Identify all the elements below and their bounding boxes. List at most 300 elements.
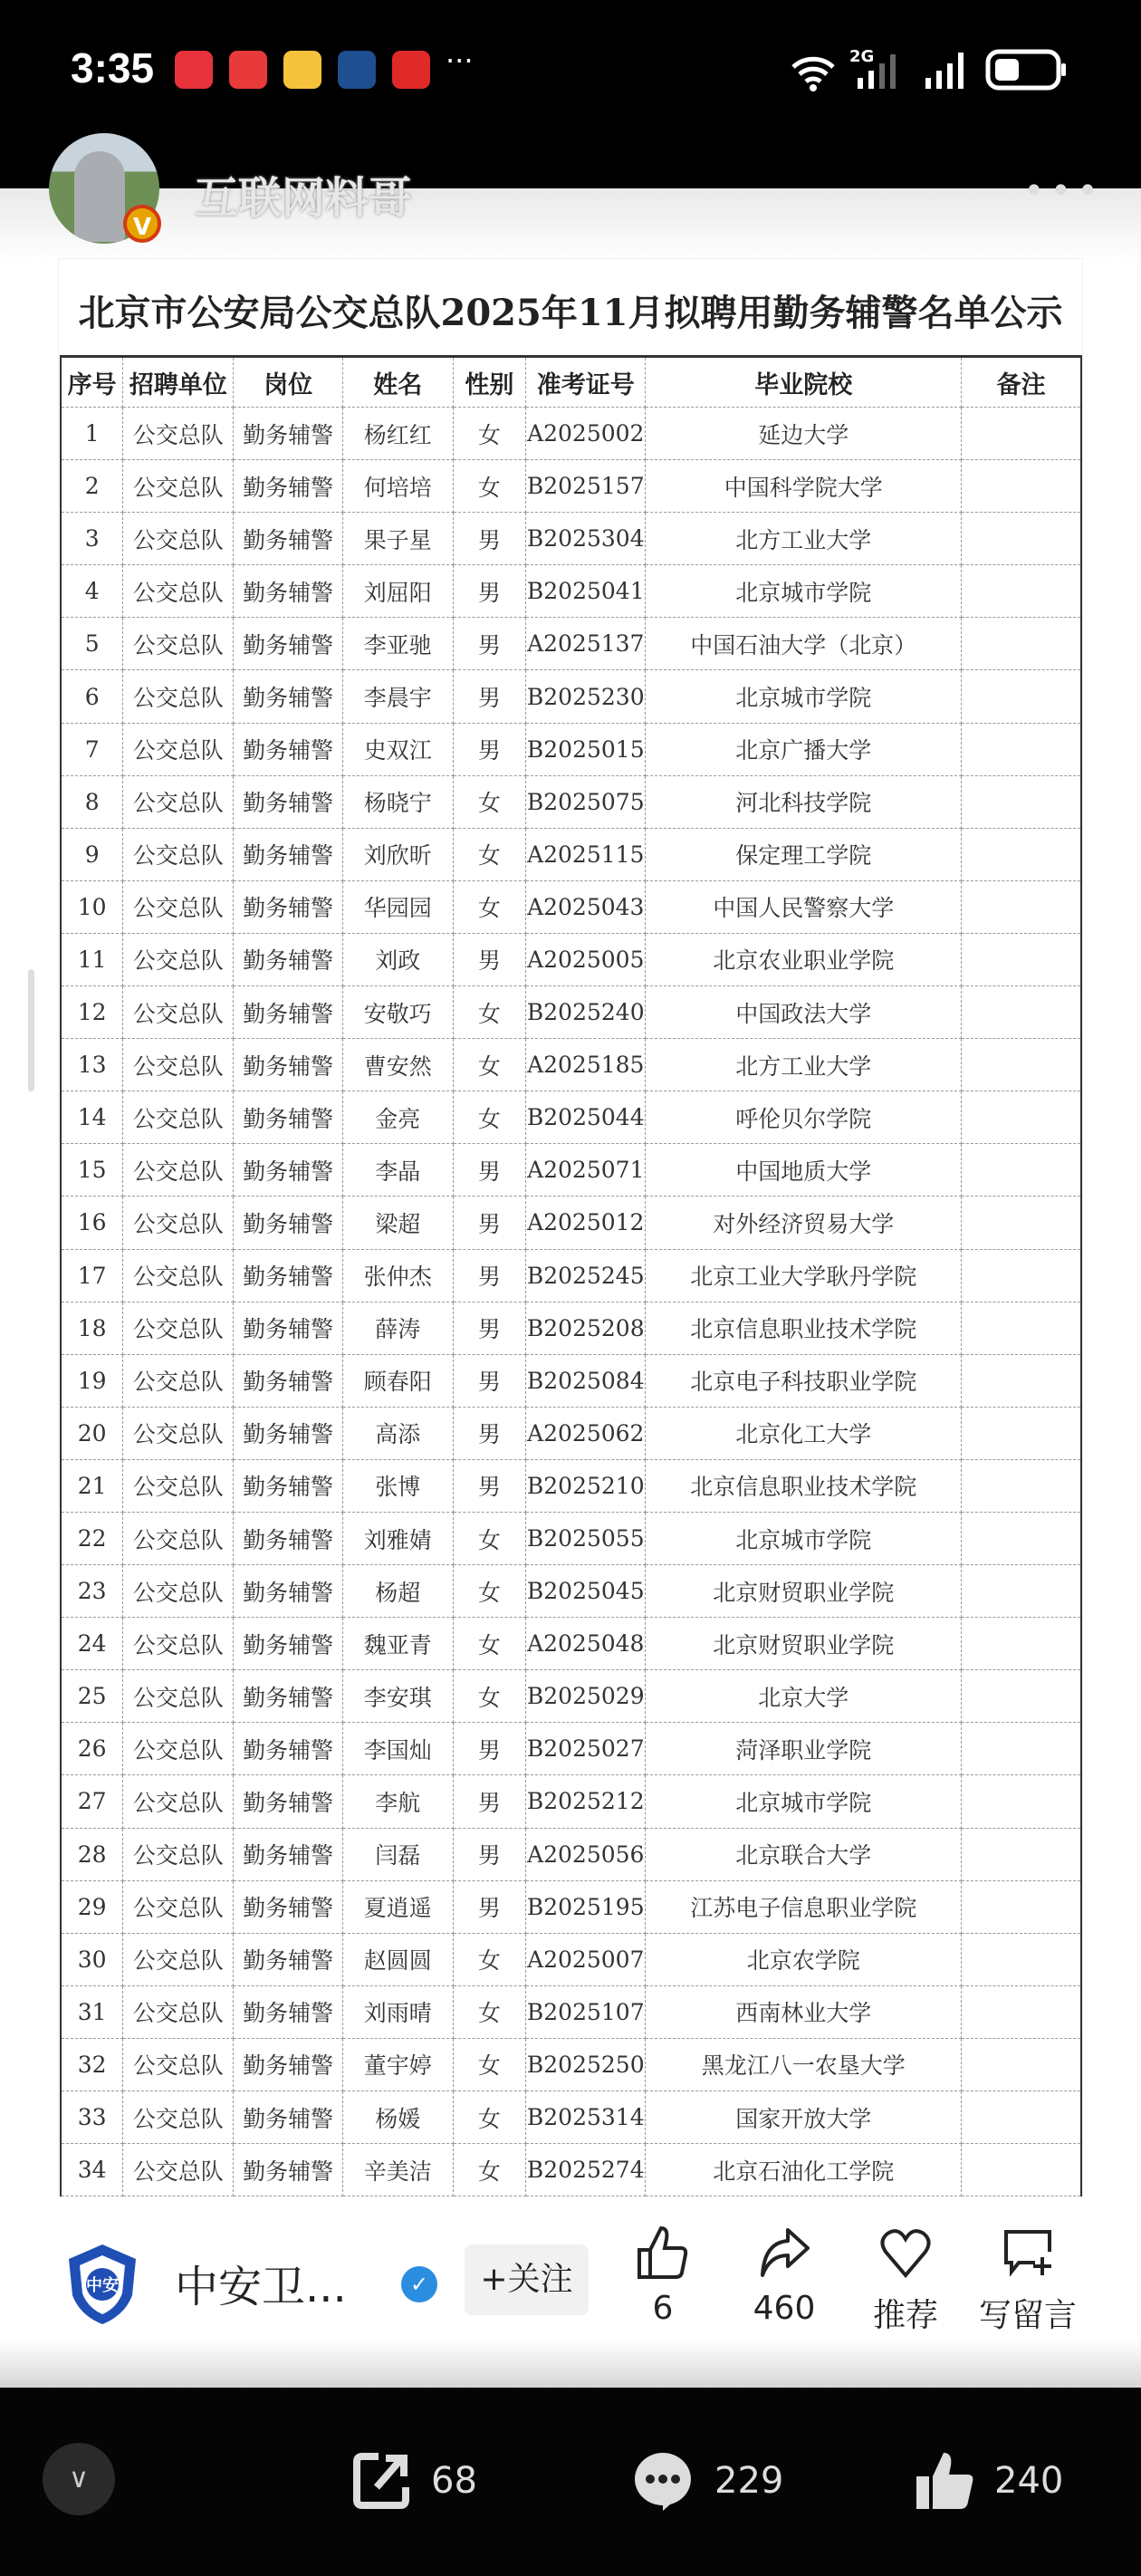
cell-exam-id: B2025250 [526,2038,646,2091]
cell-remark [962,1933,1081,1985]
cell-remark [962,1828,1081,1880]
cell-school: 北京财贸职业学院 [646,1618,962,1670]
cell-position: 勤务辅警 [234,1828,343,1880]
cell-name: 华园园 [343,880,454,933]
cell-name: 刘政 [343,933,454,985]
cell-unit: 公交总队 [123,513,234,565]
cell-gender: 女 [453,2091,526,2144]
table-row [61,2091,1081,2144]
cell-position: 勤务辅警 [234,1197,343,1249]
table-row [61,775,1081,828]
like-button[interactable] [609,2225,717,2327]
cell-exam-id: B2025157 [526,460,646,513]
cell-gender: 女 [453,828,526,880]
cell-remark [962,1302,1081,1354]
cell-remark [962,2038,1081,2091]
cell-gender: 男 [453,618,526,670]
cell-gender: 女 [453,775,526,828]
cell-index: 27 [61,1775,123,1828]
cell-unit: 公交总队 [123,723,234,775]
cell-name: 李国灿 [343,1723,454,1775]
cell-school: 呼伦贝尔学院 [646,1091,962,1144]
cell-school: 对外经济贸易大学 [646,1197,962,1249]
share-count: 460 [753,2290,816,2327]
comment-button[interactable] [631,2451,783,2511]
comment-bubble-icon [631,2449,695,2513]
cell-gender: 男 [453,1354,526,1407]
cell-name: 夏逍遥 [343,1880,454,1933]
cell-exam-id: B2025107 [526,1985,646,2038]
cell-school: 北京城市学院 [646,670,962,723]
table-row [61,1933,1081,1985]
cell-name: 金亮 [343,1091,454,1144]
cell-remark [962,1249,1081,1302]
cell-remark [962,775,1081,828]
bottom-nav [0,2388,1141,2576]
cell-unit: 公交总队 [123,1880,234,1933]
cell-position: 勤务辅警 [234,1670,343,1723]
cell-gender: 女 [453,1512,526,1564]
follow-button[interactable]: +关注 [465,2244,589,2315]
table-row [61,670,1081,723]
cell-exam-id: B2025029 [526,1670,646,1723]
cell-name: 辛美洁 [343,2144,454,2196]
cell-unit: 公交总队 [123,1407,234,1459]
table-row [61,618,1081,670]
cell-index: 26 [61,1723,123,1775]
cell-exam-id: B2025304 [526,513,646,565]
cell-name: 杨晓宁 [343,775,454,828]
cell-name: 张博 [343,1459,454,1512]
add-comment-icon [1001,2225,1055,2281]
cell-position: 勤务辅警 [234,723,343,775]
cell-position: 勤务辅警 [234,880,343,933]
cell-school: 北京联合大学 [646,1828,962,1880]
cell-unit: 公交总队 [123,933,234,985]
cell-exam-id: A2025012 [526,1197,646,1249]
cell-position: 勤务辅警 [234,828,343,880]
cell-index: 18 [61,1302,123,1354]
cell-gender: 男 [453,1880,526,1933]
cell-remark [962,1775,1081,1828]
cell-remark [962,828,1081,880]
table-row [61,986,1081,1039]
cell-name: 曹安然 [343,1039,454,1091]
cell-school: 中国地质大学 [646,1144,962,1197]
cell-unit: 公交总队 [123,2038,234,2091]
cell-school: 黑龙江八一农垦大学 [646,2038,962,2091]
cell-exam-id: A2025002 [526,408,646,460]
cell-school: 北京化工大学 [646,1407,962,1459]
table-row [61,1407,1081,1459]
cell-position: 勤务辅警 [234,2091,343,2144]
cell-remark [962,1723,1081,1775]
table-row [61,880,1081,933]
cell-exam-id: A2025062 [526,1407,646,1459]
cell-exam-id: A2025185 [526,1039,646,1091]
cell-position: 勤务辅警 [234,1144,343,1197]
author-name[interactable]: 互联网料哥 [195,173,413,224]
cell-position: 勤务辅警 [234,460,343,513]
cell-position: 勤务辅警 [234,1249,343,1302]
chevron-down-icon[interactable]: ∨ [43,2443,115,2515]
cell-exam-id: A2025048 [526,1618,646,1670]
table-row [61,1039,1081,1091]
cell-exam-id: A2025043 [526,880,646,933]
cell-name: 李晨宇 [343,670,454,723]
cell-index: 8 [61,775,123,828]
cell-index: 22 [61,1512,123,1564]
cell-exam-id: A2025005 [526,933,646,985]
cell-remark [962,565,1081,618]
table-row [61,565,1081,618]
cell-exam-id: B2025045 [526,1565,646,1618]
cell-name: 杨媛 [343,2091,454,2144]
cell-index: 34 [61,2144,123,2196]
cell-position: 勤务辅警 [234,1723,343,1775]
cell-unit: 公交总队 [123,1670,234,1723]
cell-position: 勤务辅警 [234,933,343,985]
cell-gender: 男 [453,670,526,723]
cell-unit: 公交总队 [123,1933,234,1985]
cell-index: 20 [61,1407,123,1459]
wifi-icon [786,47,840,92]
heart-icon [878,2225,933,2281]
cell-name: 史双江 [343,723,454,775]
cell-index: 7 [61,723,123,775]
cell-exam-id: A2025071 [526,1144,646,1197]
cell-unit: 公交总队 [123,1459,234,1512]
column-header: 招聘单位 [123,357,234,408]
cell-position: 勤务辅警 [234,1618,343,1670]
cell-position: 勤务辅警 [234,1565,343,1618]
cell-name: 刘欣昕 [343,828,454,880]
table-row [61,1249,1081,1302]
cell-exam-id: B2025015 [526,723,646,775]
cell-name: 李晶 [343,1144,454,1197]
cell-exam-id: B2025195 [526,1880,646,1933]
recommend-label: 推荐 [872,2297,938,2334]
cell-name: 闫磊 [343,1828,454,1880]
document-title: 北京市公安局公交总队2025年11月拟聘用勤务辅警名单公示 [78,292,1063,334]
cell-school: 北京城市学院 [646,1775,962,1828]
table-row [61,1670,1081,1723]
cell-gender: 男 [453,1775,526,1828]
cell-remark [962,513,1081,565]
cell-gender: 男 [453,1144,526,1197]
cell-gender: 女 [453,2144,526,2196]
table-row [61,2144,1081,2196]
cell-exam-id: B2025027 [526,1723,646,1775]
books-icon [229,51,267,89]
thumbs-up-icon [636,2225,690,2281]
cell-remark [962,670,1081,723]
cell-name: 董宇婷 [343,2038,454,2091]
cell-gender: 男 [453,565,526,618]
cell-school: 菏泽职业学院 [646,1723,962,1775]
cell-gender: 男 [453,513,526,565]
logo-text: 中安 [86,2276,119,2295]
cell-remark [962,1197,1081,1249]
like-count: 6 [652,2290,674,2327]
cell-exam-id: B2025314 [526,2091,646,2144]
table-row [61,933,1081,985]
cell-school: 北京电子科技职业学院 [646,1354,962,1407]
cell-gender: 女 [453,460,526,513]
table-row [61,1775,1081,1828]
cell-school: 北京大学 [646,1670,962,1723]
cell-remark [962,2091,1081,2144]
clock: 3:35 [71,44,155,91]
cell-index: 33 [61,2091,123,2144]
table-row [61,1197,1081,1249]
table-row [61,1512,1081,1564]
cell-gender: 女 [453,1565,526,1618]
account-name[interactable]: 中安卫... [175,2262,347,2312]
cell-remark [962,618,1081,670]
cell-index: 17 [61,1249,123,1302]
cell-exam-id: B2025208 [526,1302,646,1354]
verified-v-badge: V [123,205,161,243]
column-header: 岗位 [234,357,343,408]
cell-index: 29 [61,1880,123,1933]
cell-exam-id: B2025084 [526,1354,646,1407]
cell-remark [962,1354,1081,1407]
cell-school: 河北科技学院 [646,775,962,828]
cell-school: 延边大学 [646,408,962,460]
cell-position: 勤务辅警 [234,565,343,618]
cell-unit: 公交总队 [123,2144,234,2196]
cell-name: 刘雨晴 [343,1985,454,2038]
cell-name: 赵圆圆 [343,1933,454,1985]
cell-name: 刘雅婧 [343,1512,454,1564]
cell-school: 中国人民警察大学 [646,880,962,933]
cell-school: 保定理工学院 [646,828,962,880]
table-row [61,723,1081,775]
cell-position: 勤务辅警 [234,775,343,828]
recommend-button[interactable] [851,2225,960,2336]
cell-school: 北京城市学院 [646,565,962,618]
cell-unit: 公交总队 [123,1828,234,1880]
cell-unit: 公交总队 [123,1249,234,1302]
cell-position: 勤务辅警 [234,1039,343,1091]
cell-position: 勤务辅警 [234,2144,343,2196]
cell-school: 北京信息职业技术学院 [646,1459,962,1512]
cell-name: 薛涛 [343,1302,454,1354]
cell-exam-id: B2025075 [526,775,646,828]
cell-index: 12 [61,986,123,1039]
scrollbar[interactable] [28,969,34,1091]
cell-school: 北京农业职业学院 [646,933,962,985]
cell-index: 30 [61,1933,123,1985]
cell-position: 勤务辅警 [234,1933,343,1985]
cell-unit: 公交总队 [123,1723,234,1775]
cell-gender: 男 [453,1249,526,1302]
cell-exam-id: B2025044 [526,1091,646,1144]
cell-school: 中国石油大学（北京） [646,618,962,670]
cell-remark [962,986,1081,1039]
cell-unit: 公交总队 [123,1775,234,1828]
cell-index: 4 [61,565,123,618]
cell-unit: 公交总队 [123,1091,234,1144]
like-bottom-button[interactable] [915,2451,1063,2511]
cell-position: 勤务辅警 [234,1302,343,1354]
cell-index: 6 [61,670,123,723]
cell-gender: 女 [453,880,526,933]
battery-icon [985,49,1069,91]
cell-gender: 女 [453,986,526,1039]
share-button[interactable] [730,2225,839,2327]
account-logo[interactable] [65,2243,139,2326]
write-comment-button[interactable] [973,2225,1082,2336]
cell-gender: 女 [453,408,526,460]
cell-unit: 公交总队 [123,1512,234,1564]
cell-name: 李安琪 [343,1670,454,1723]
cell-gender: 男 [453,1828,526,1880]
cell-school: 江苏电子信息职业学院 [646,1880,962,1933]
table-row [61,1880,1081,1933]
cell-unit: 公交总队 [123,1618,234,1670]
cell-exam-id: B2025055 [526,1512,646,1564]
table-row [61,1302,1081,1354]
cell-gender: 男 [453,1723,526,1775]
cell-index: 13 [61,1039,123,1091]
cell-school: 北京信息职业技术学院 [646,1302,962,1354]
cell-name: 杨超 [343,1565,454,1618]
cell-name: 魏亚青 [343,1618,454,1670]
cell-school: 北京农学院 [646,1933,962,1985]
cell-index: 9 [61,828,123,880]
cell-index: 32 [61,2038,123,2091]
cell-unit: 公交总队 [123,880,234,933]
table-row [61,1828,1081,1880]
cell-position: 勤务辅警 [234,1354,343,1407]
table-row [61,1618,1081,1670]
thumbs-up-filled-icon [915,2451,974,2511]
cell-remark [962,1618,1081,1670]
signal-icon [924,51,974,89]
table-row [61,513,1081,565]
cell-exam-id: B2025245 [526,1249,646,1302]
cell-gender: 女 [453,1091,526,1144]
cell-index: 11 [61,933,123,985]
column-header: 备注 [962,357,1081,408]
cell-exam-id: A2025007 [526,1933,646,1985]
cell-index: 5 [61,618,123,670]
column-header: 性别 [453,357,526,408]
cell-exam-id: B2025210 [526,1459,646,1512]
cell-index: 28 [61,1828,123,1880]
cell-index: 23 [61,1565,123,1618]
cell-gender: 女 [453,1985,526,2038]
cell-name: 梁超 [343,1197,454,1249]
cell-exam-id: B2025212 [526,1775,646,1828]
table-row [61,1144,1081,1197]
cell-remark [962,460,1081,513]
cell-name: 刘屈阳 [343,565,454,618]
cell-remark [962,1670,1081,1723]
cell-position: 勤务辅警 [234,1091,343,1144]
network-type: 2G [849,47,875,66]
cell-gender: 女 [453,2038,526,2091]
column-header: 准考证号 [526,357,646,408]
cell-school: 北京石油化工学院 [646,2144,962,2196]
cell-unit: 公交总队 [123,1565,234,1618]
write-comment-label: 写留言 [978,2297,1077,2334]
table-row [61,1985,1081,2038]
cell-index: 1 [61,408,123,460]
cell-index: 24 [61,1618,123,1670]
table-row [61,1091,1081,1144]
cell-school: 北方工业大学 [646,1039,962,1091]
cell-position: 勤务辅警 [234,618,343,670]
cell-gender: 男 [453,1197,526,1249]
cell-unit: 公交总队 [123,775,234,828]
forward-icon [351,2451,411,2511]
cell-index: 15 [61,1144,123,1197]
cell-position: 勤务辅警 [234,1407,343,1459]
column-header: 毕业院校 [646,357,962,408]
cell-name: 安敬巧 [343,986,454,1039]
cell-unit: 公交总队 [123,618,234,670]
more-menu-icon[interactable]: ••• [1023,170,1104,212]
cell-exam-id: B2025274 [526,2144,646,2196]
cell-school: 中国政法大学 [646,986,962,1039]
recruit-list-table [60,355,1082,2196]
table-row [61,1354,1081,1407]
comment-count: 229 [714,2460,784,2502]
cell-remark [962,1985,1081,2038]
cell-remark [962,933,1081,985]
cell-remark [962,1459,1081,1512]
cell-school: 国家开放大学 [646,2091,962,2144]
cell-index: 16 [61,1197,123,1249]
cell-position: 勤务辅警 [234,1512,343,1564]
cell-unit: 公交总队 [123,828,234,880]
status-bar [0,0,1141,188]
cell-index: 21 [61,1459,123,1512]
like-bottom-count: 240 [994,2460,1064,2502]
cell-remark [962,2144,1081,2196]
cell-school: 北京财贸职业学院 [646,1565,962,1618]
cell-gender: 男 [453,1302,526,1354]
more-notifications-icon: ··· [446,43,474,78]
cell-remark [962,1512,1081,1564]
cell-position: 勤务辅警 [234,2038,343,2091]
forward-button[interactable] [351,2451,477,2511]
cell-name: 张仲杰 [343,1249,454,1302]
cell-position: 勤务辅警 [234,670,343,723]
cell-position: 勤务辅警 [234,1985,343,2038]
cell-unit: 公交总队 [123,1302,234,1354]
cell-unit: 公交总队 [123,670,234,723]
cell-unit: 公交总队 [123,1985,234,2038]
share-arrow-icon [757,2225,811,2281]
huawei-appgallery-icon [175,51,213,89]
table-row [61,1565,1081,1618]
cell-unit: 公交总队 [123,565,234,618]
cell-position: 勤务辅警 [234,513,343,565]
cell-name: 杨红红 [343,408,454,460]
cell-unit: 公交总队 [123,986,234,1039]
cell-remark [962,1039,1081,1091]
cell-name: 高添 [343,1407,454,1459]
cell-unit: 公交总队 [123,1039,234,1091]
cell-position: 勤务辅警 [234,1775,343,1828]
video-app-icon [392,51,430,89]
cell-position: 勤务辅警 [234,1459,343,1512]
cell-school: 西南林业大学 [646,1985,962,2038]
